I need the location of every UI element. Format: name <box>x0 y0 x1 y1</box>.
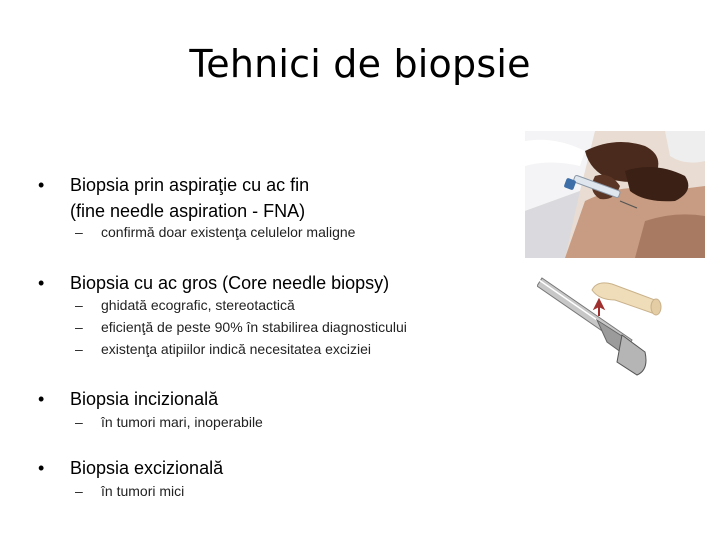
sub-marker: – <box>75 341 83 357</box>
core-needle-illustration <box>537 270 667 380</box>
bullet-marker: • <box>38 273 45 293</box>
sub-marker: – <box>75 319 83 335</box>
bullet-text: Biopsia incizională <box>70 389 219 409</box>
bullet-text: Biopsia excizională <box>70 458 224 478</box>
sub-marker: – <box>75 483 83 499</box>
bullet-text: Biopsia cu ac gros (Core needle biopsy) <box>70 273 390 293</box>
sub-marker: – <box>75 224 83 240</box>
fna-procedure-photo <box>525 131 705 258</box>
bullet-marker: • <box>38 458 45 478</box>
sub-marker: – <box>75 414 83 430</box>
sub-text: în tumori mici <box>101 483 185 499</box>
sub-text: existenţa atipiilor indică necesitatea exciziei <box>101 341 372 357</box>
sub-text: confirmă doar existenţa celulelor maligne <box>101 224 356 240</box>
bullet-text: Biopsia prin aspiraţie cu ac fin <box>70 175 310 195</box>
slide-title: Tehnici de biopsie <box>189 42 531 86</box>
sub-text: ghidată ecografic, stereotactică <box>101 297 295 313</box>
sub-marker: – <box>75 297 83 313</box>
bullet-marker: • <box>38 175 45 195</box>
bullet-marker: • <box>38 389 45 409</box>
sub-text: în tumori mari, inoperabile <box>101 414 263 430</box>
bullet-text-continued: (fine needle aspiration - FNA) <box>70 201 306 221</box>
sub-text: eficienţă de peste 90% în stabilirea diagnosticului <box>101 319 407 335</box>
